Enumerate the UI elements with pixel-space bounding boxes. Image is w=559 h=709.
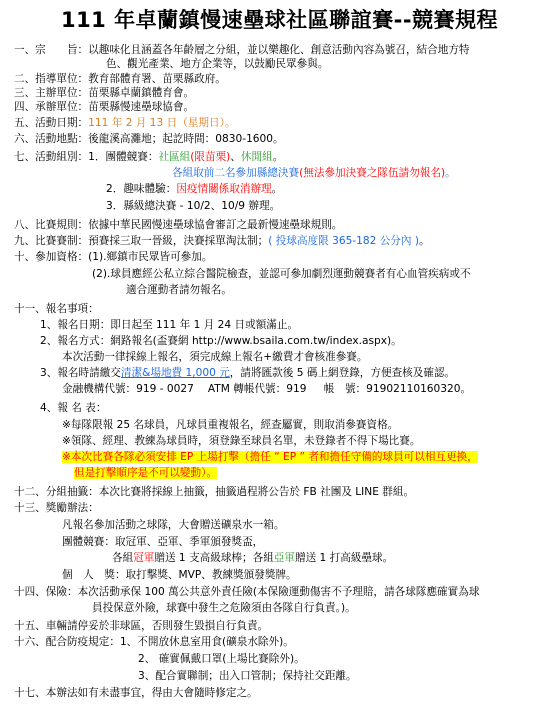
section-covid xyxy=(14,636,294,649)
section-text: 以趣味化且涵蓋各年齡層之分組，並以樂趣化、創意活動內容為號召，結合地方特 xyxy=(88,44,470,56)
reg-date: 1、報名日期：即日起至 111 年 1 月 24 日或額滿止。 xyxy=(40,319,299,331)
group-fun-label: 2．趣味體驗： xyxy=(106,183,177,195)
group-fun xyxy=(106,183,282,196)
group-community: 社區組 xyxy=(158,151,191,163)
section-label: 一、宗 旨： xyxy=(14,44,89,56)
period: 。 xyxy=(272,151,284,163)
reg-fee-amount: 清潔&場地費 1,000 元 xyxy=(120,367,230,379)
qualify-warning: (無法參加決賽之隊伍請勿報名) xyxy=(299,167,446,179)
event-date: 111 年 2 月 13 日（星期日）。 xyxy=(88,117,236,129)
section-draw xyxy=(14,486,414,499)
group-leisure: 休閒組 xyxy=(240,151,273,163)
award-text: 贈送 1 支高級球棒；各組 xyxy=(154,552,274,564)
group-fun-cancelled: 因疫情關係取消辦理 xyxy=(176,183,272,195)
section-text: 預賽採三取一晉級，決賽採單淘汰制； xyxy=(88,235,269,247)
covid-rule-2: 2、 確實佩戴口罩(上場比賽除外)。 xyxy=(138,653,305,665)
section-text: 依據中華民國慢速壘球協會審訂之最新慢速壘球規則。 xyxy=(88,219,343,231)
reg-method-note: 本次活動一律採線上報名，須完成線上報名+繳費才會核准參賽。 xyxy=(62,351,368,363)
section-eligibility xyxy=(14,251,212,264)
section-text: 苗栗縣慢速壘球協會。 xyxy=(88,101,195,113)
reg-form: 4、報 名 表： xyxy=(40,402,107,414)
section-amendment: 十七、本辦法如有未盡事宜，得由大會隨時修定之。 xyxy=(14,687,258,699)
reg-fee-note: ，請將匯款後 5 碼上網登錄，方便查核及確認。 xyxy=(229,367,456,379)
award-water: 凡報名參加活動之球隊，大會贈送礦泉水一箱。 xyxy=(62,519,285,531)
covid-rule-1: 1、不開放休息室用食(礦泉水除外)。 xyxy=(119,636,294,648)
section-format xyxy=(14,235,430,248)
section-label: 三、主辦單位： xyxy=(14,87,89,99)
group-limit: (限苗栗) xyxy=(190,151,231,163)
section-label: 四、承辦單位： xyxy=(14,101,89,113)
award-champion: 冠軍 xyxy=(133,552,155,564)
award-team: 團體競賽：取冠軍、亞軍、季軍頒發獎盃， xyxy=(62,536,264,548)
section-label: 十六、配合防疫規定： xyxy=(14,636,120,648)
section-host xyxy=(14,101,194,114)
eligibility-1: (1).鄉鎮市民眾皆可參加。 xyxy=(88,251,213,263)
covid-rule-3: 3、配合實聯制；出入口管制；保持社交距離。 xyxy=(138,670,357,682)
section-label: 五、活動日期： xyxy=(14,117,89,129)
section-advisor xyxy=(14,73,226,86)
reg-method: 2、報名方式：網路報名(盃賽網 http://www.bsaila.com.tw/index.aspx)。 xyxy=(40,335,402,347)
page-title: 111 年卓蘭鎮慢速壘球社區聯誼賽--競賽規程 xyxy=(60,8,499,32)
ep-rule: ※本次比賽各隊必須安排 EP 上場打擊（擔任 “ EP ” 者和擔任守備的球員可以相互更換， xyxy=(62,451,478,463)
section-purpose-cont: 色、觀光產業、地方企業等，以鼓勵民眾參與。 xyxy=(106,58,329,70)
section-groups xyxy=(14,151,283,164)
section-label: 九、比賽賽制： xyxy=(14,235,89,247)
period: 。 xyxy=(271,183,283,195)
section-text: 苗栗縣卓蘭鎮體育會。 xyxy=(88,87,195,99)
section-text: 後龍溪高灘地；起訖時間：0830-1600。 xyxy=(88,133,284,145)
section-awards: 十三、獎勵辦法： xyxy=(14,502,99,514)
reg-note-3-cont xyxy=(74,467,217,480)
section-label: 十二、分組抽籤： xyxy=(14,486,99,498)
section-venue xyxy=(14,133,284,146)
reg-fee-label: 3、報名時請繳交 xyxy=(40,367,121,379)
reg-note-1: ※每隊限報 25 名球員，凡球員重複報名，經查屬實，則取消參賽資格。 xyxy=(62,419,399,431)
reg-note-3 xyxy=(62,451,478,464)
section-label: 六、活動地點： xyxy=(14,133,89,145)
section-text: 本次比賽將採線上抽籤，抽籤過程將公告於 FB 社團及 LINE 群組。 xyxy=(98,486,415,498)
period: 。 xyxy=(445,167,456,179)
group-finals: 3．縣級總決賽 - 10/2、10/9 辦理。 xyxy=(106,200,281,212)
award-individual: 個 人 獎：取打擊獎、MVP、教練獎頒發獎牌。 xyxy=(62,569,297,581)
reg-fee xyxy=(40,367,455,380)
section-parking: 十五、車輛請停妥於非球區，否則發生毀損自行負責。 xyxy=(14,620,269,632)
section-purpose xyxy=(14,44,470,57)
award-text: 各組 xyxy=(112,552,134,564)
section-label: 十四、保險： xyxy=(14,586,78,598)
ep-rule-cont: 但是打擊順序是不可以變動）。 xyxy=(74,467,218,479)
section-label: 十、參加資格： xyxy=(14,251,89,263)
award-text: 贈送 1 打高級壘球。 xyxy=(294,552,394,564)
eligibility-2: (2).球員應經公私立綜合醫院檢查，並認可參加劇烈運動競賽者有心血管疾病或不 xyxy=(92,268,471,280)
section-organizer xyxy=(14,87,194,100)
period: 。 xyxy=(419,235,430,247)
section-text: 教育部體育署、苗栗縣政府。 xyxy=(88,73,226,85)
section-insurance-cont: 員投保意外險，球賽中發生之危險須由各隊自行負責。)。 xyxy=(92,602,356,614)
reg-note-2: ※領隊、經理、教練為球員時，須登錄至球員名單，未登錄者不得下場比賽。 xyxy=(62,435,421,447)
section-rules xyxy=(14,219,342,232)
section-label: 七、活動組別： xyxy=(14,151,89,163)
separator: 、 xyxy=(230,151,241,163)
group-team-label: 1．團體競賽： xyxy=(88,151,159,163)
section-registration: 十一、報名事項： xyxy=(14,303,99,315)
award-runnerup: 亞軍 xyxy=(273,552,295,564)
eligibility-2-cont: 適合運動者請勿報名。 xyxy=(126,284,232,296)
group-qualify-note xyxy=(172,167,456,180)
section-label: 二、指導單位： xyxy=(14,73,89,85)
qualify-text: 各組取前二名參加縣總決賽 xyxy=(172,167,300,179)
section-label: 八、比賽規則： xyxy=(14,219,89,231)
section-date xyxy=(14,117,235,130)
section-text: 本次活動承保 100 萬公共意外責任險(本保險運動傷害不予理賠，請各球隊應確實為球 xyxy=(77,586,480,598)
pitch-height-note: ( 投球高度限 365-182 公分內 ) xyxy=(268,235,419,247)
award-team-detail xyxy=(112,552,393,565)
bank-info: 金融機構代號：919 - 0027 ATM 轉帳代號：919 帳 號：91902110160320。 xyxy=(62,383,472,395)
section-insurance xyxy=(14,586,479,599)
